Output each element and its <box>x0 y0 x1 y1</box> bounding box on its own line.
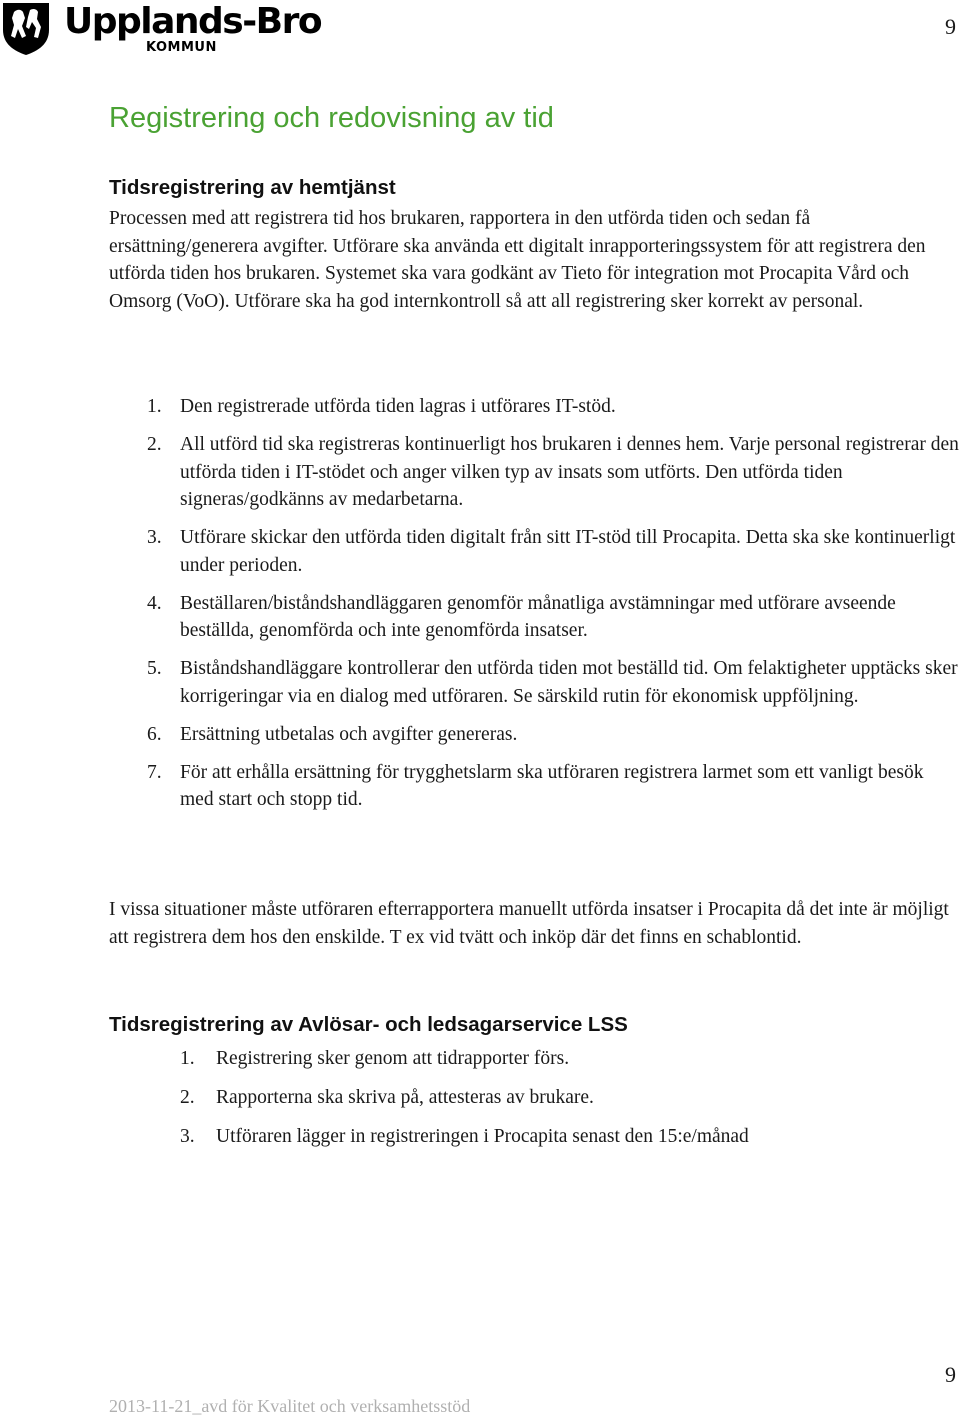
section-heading-lss: Tidsregistrering av Avlösar- och ledsagarservice LSS <box>109 1013 628 1036</box>
list-item <box>109 393 959 421</box>
list-text: Den registrerade utförda tiden lagras i utförares IT-stöd. <box>180 396 616 417</box>
list-item <box>109 759 959 814</box>
list-number: 7. <box>147 761 162 783</box>
manual-reporting-paragraph: I vissa situationer måste utföraren efterrapportera manuellt utförda insatser i Procapita då det inte är möjligt att registrera dem hos den enskilde. T ex vid tvätt och inköp där det finns en schablontid. <box>109 899 949 948</box>
page-title: Registrering och redovisning av tid <box>109 102 554 134</box>
list-item <box>109 590 959 645</box>
list-number: 5. <box>147 658 162 679</box>
list-number: 3. <box>147 527 162 548</box>
list-item <box>109 1084 959 1112</box>
list-text: Registrering sker genom att tidrapporter förs. <box>216 1048 570 1069</box>
list-item <box>109 655 959 710</box>
list-number: 2. <box>180 1087 195 1108</box>
logo-wordmark: Upplands-Bro <box>64 1 322 42</box>
list-text: All utförd tid ska registreras kontinuerligt hos brukaren i dennes hem. Varje personal registrerar den utförda tiden i IT-stödet och anger vilken typ av insats som utförts. Den utförda tiden signeras/godkänns av medarbetarna. <box>180 434 959 510</box>
list-text: För att erhålla ersättning för trygghetslarm ska utföraren registrera larmet som ett vanligt besök med start och stopp tid. <box>180 761 924 810</box>
municipality-logo <box>0 0 330 60</box>
list-text: Ersättning utbetalas och avgifter genereras. <box>180 723 518 745</box>
coat-of-arms-icon <box>0 0 52 56</box>
list-number: 6. <box>147 723 162 745</box>
lss-steps-list <box>109 1045 959 1162</box>
footer-text: 2013-11-21_avd för Kvalitet och verksamhetsstöd <box>109 1396 471 1416</box>
hemtjanst-steps-list <box>109 393 959 824</box>
list-number: 2. <box>147 434 162 455</box>
list-text: Utföraren lägger in registreringen i Procapita senast den 15:e/månad <box>216 1126 749 1147</box>
list-text: Biståndshandläggare kontrollerar den utförda tiden mot beställd tid. Om felaktigheter upptäcks sker korrigeringar via en dialog med utföraren. Se särskild rutin för ekonomisk uppföljning. <box>180 658 958 707</box>
list-number: 1. <box>147 396 162 417</box>
list-item <box>109 431 959 514</box>
list-text: Utförare skickar den utförda tiden digitalt från sitt IT-stöd till Procapita. Detta ska ske kontinuerligt under perioden. <box>180 527 956 576</box>
list-item <box>109 1123 959 1151</box>
list-text: Beställaren/biståndshandläggaren genomför månatliga avstämningar med utförare avseende beställda, genomförda och inte genomförda insatser. <box>180 592 896 641</box>
list-item <box>109 1045 959 1073</box>
list-number: 4. <box>147 592 162 614</box>
list-number: 1. <box>180 1048 195 1069</box>
list-item <box>109 721 959 749</box>
list-number: 3. <box>180 1126 195 1147</box>
section-heading-hemtjanst: Tidsregistrering av hemtjänst <box>109 176 396 199</box>
section-intro-paragraph: Processen med att registrera tid hos brukaren, rapportera in den utförda tiden och sedan få ersättning/generera avgifter. Utförare ska använda ett digitalt inrapporteringssystem för att registrera den utförda tiden hos brukaren. Systemet ska vara godkänt av Tieto för integration mot Procapita Vård och Omsorg (VoO). Utförare ska ha god internkontroll så att all registrering sker korrekt av personal. <box>109 208 926 312</box>
page-number-bottom: 9 <box>945 1362 956 1387</box>
list-text: Rapporterna ska skriva på, attesteras av brukare. <box>216 1087 594 1108</box>
list-item <box>109 524 959 579</box>
page-number-top: 9 <box>945 14 956 39</box>
logo-subtitle: KOMMUN <box>146 40 217 55</box>
